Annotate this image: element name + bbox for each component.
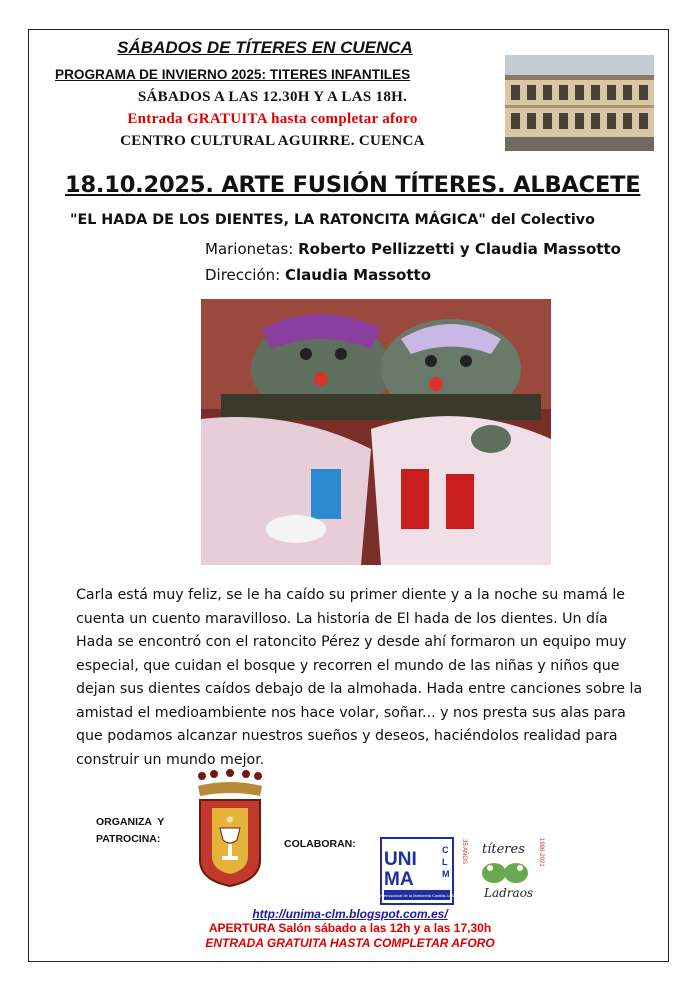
anos-text: 35 AÑOS <box>461 839 467 865</box>
program-title: PROGRAMA DE INVIERNO 2025: TITERES INFANTILES <box>55 67 411 82</box>
puppets-label: Marionetas: <box>205 240 294 258</box>
svg-text:Ladraos: Ladraos <box>484 886 534 900</box>
show-title: "EL HADA DE LOS DIENTES, LA RATONCITA MÁGICA" del Colectivo <box>70 212 595 228</box>
schedule-line: SÁBADOS A LAS 12.30H Y A LAS 18H. <box>137 89 408 105</box>
venue-line: CENTRO CULTURAL AGUIRRE. CUENCA <box>120 133 425 149</box>
description-text: Carla está muy feliz, se le ha caído su primer diente y a la noche su mamá le cuenta un cuento maravilloso. La historia de El hada de los dientes. Un día Hada se encontró con el ratoncito Pérez y desde ahí formaron un equipo muy especial, que cuidan el bosque y recorren el mundo de las niñas y niños que dejan sus dientes caídos debajo de la almohada. Hada entre canciones sobre la amistad el medioambiente nos hace volar, soñar... y nos presta sus alas para que podamos alcanzar nuestros sueños y deseos, haciéndolos realidad para construir un mundo mejor. <box>76 587 643 768</box>
direction-credit <box>205 266 431 284</box>
svg-text:MA: MA <box>384 869 414 890</box>
organiza-label <box>96 814 164 848</box>
website-link[interactable]: http://unima-clm.blogspot.com.es/ <box>252 907 448 921</box>
titeres-ladraos-logo <box>462 835 552 905</box>
puppets-value: Roberto Pellizzetti y Claudia Massotto <box>298 240 621 258</box>
free-entry-notice: ENTRADA GRATUITA HASTA COMPLETAR AFORO <box>205 936 495 950</box>
svg-text:L: L <box>442 857 448 867</box>
svg-text:✵: ✵ <box>225 815 235 826</box>
entry-line: Entrada GRATUITA hasta completar aforo <box>127 111 418 127</box>
series-title: SÁBADOS DE TÍTERES EN CUENCA <box>117 38 413 57</box>
organiza-line-2: PATROCINA: <box>96 833 161 845</box>
website-link-row <box>0 907 700 921</box>
cultural-center-photo <box>505 55 654 151</box>
description <box>76 584 646 772</box>
svg-text:UNI: UNI <box>384 849 417 870</box>
svg-text:títeres: títeres <box>482 842 525 857</box>
opening-hours: APERTURA Salón sábado a las 12h y a las 17,30h <box>208 921 492 935</box>
svg-text:M: M <box>442 869 450 879</box>
puppets-credit <box>205 240 621 258</box>
direction-label: Dirección: <box>205 266 281 284</box>
direction-value: Claudia Massotto <box>284 266 431 284</box>
organiza-line-1: ORGANIZA Y <box>96 816 165 828</box>
unima-caption: Unión Internacional de la Marioneta Castilla-La Mancha <box>367 893 467 898</box>
cuenca-coat-of-arms <box>190 768 270 890</box>
colaboran-label: COLABORAN: <box>284 838 356 850</box>
event-heading: 18.10.2025. ARTE FUSIÓN TÍTERES. ALBACETE <box>65 172 641 198</box>
years-text: 1986-2021 <box>538 838 544 867</box>
puppets-photo <box>201 299 551 565</box>
svg-text:C: C <box>442 845 449 855</box>
